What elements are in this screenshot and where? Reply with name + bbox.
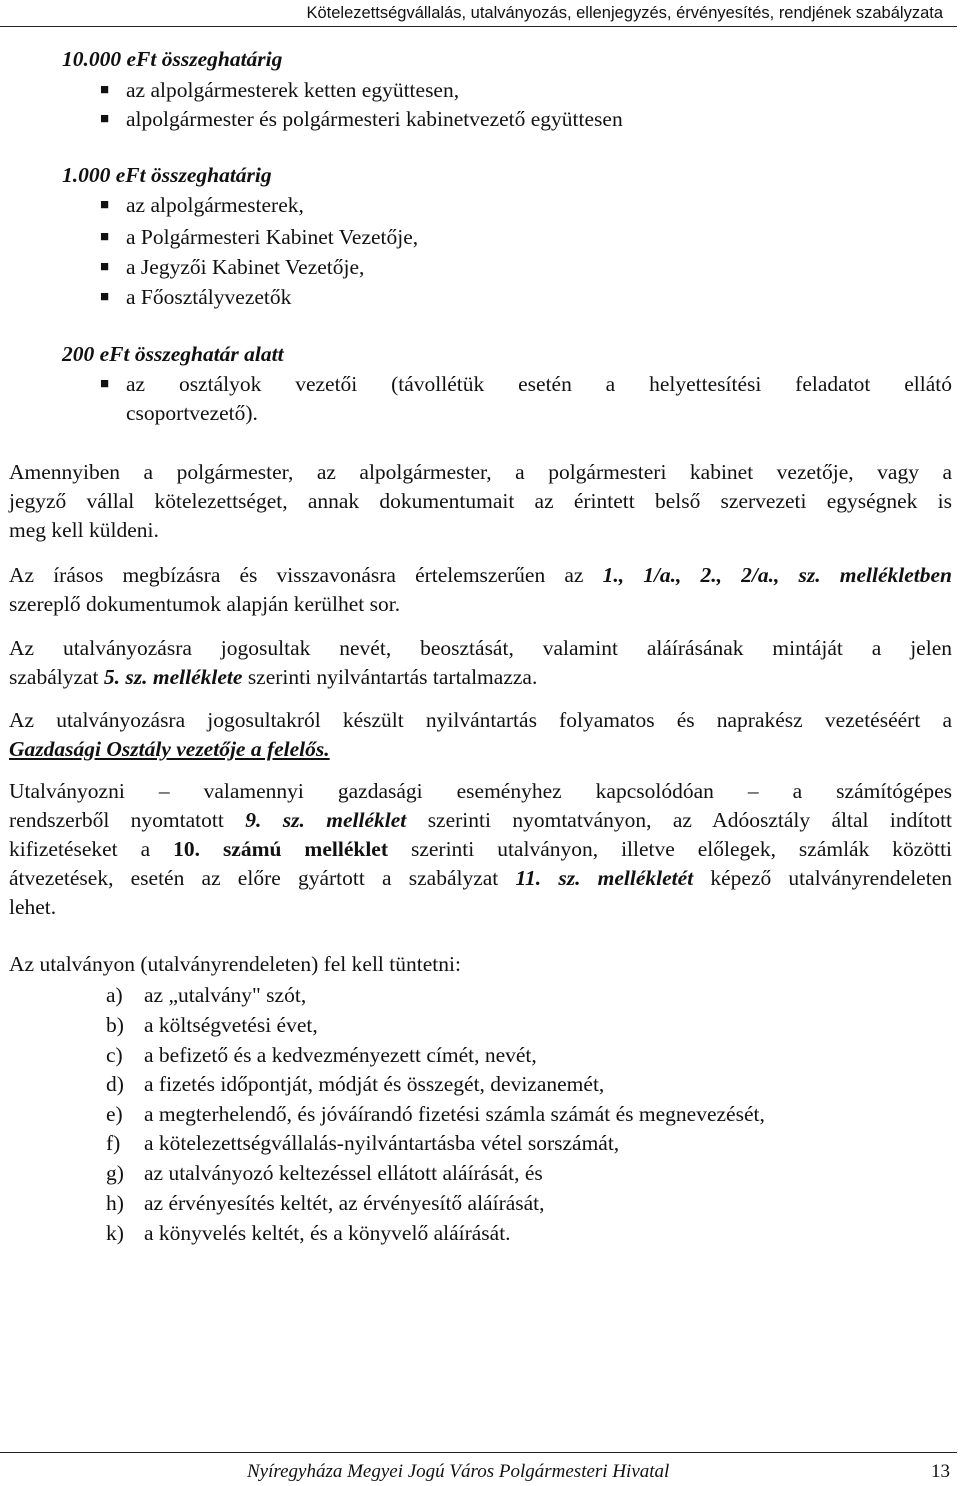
bullet-icon: ■ — [100, 82, 110, 98]
responsible-unit: Gazdasági Osztály vezetője a felelős. — [9, 737, 330, 761]
paragraph-megbizas: Az írásos megbízásra és visszavonásra értelemszerűen az 1., 1/a., 2., 2/a., sz. mellékletben szereplő dokumentumok alapján kerülhet sor. — [9, 563, 953, 616]
bullet-icon: ■ — [100, 111, 110, 127]
annex-reference: 9. sz. melléklet — [245, 808, 407, 832]
document-page: Kötelezettségvállalás, utalványozás, ellenjegyzés, érvényesítés, rendjének szabályzata 10.000 eFt összeghatárig ■ az alpolgármesterek ketten együttesen, ■ alpolgármester és polgármesteri kabinetvezető együttesen 1.000 eFt összeghatárig ■ az alpolgármesterek, ■ a Polgármesteri Kabinet Vezetője, ■ a Jegyzői Kabinet Vezetője, ■ a Főosztályvezetők 200 eFt összeghatár alatt ■ az osztályok vezetői (távollétük esetén a helyettesítési feladatot ellátó csoportvezető). Amennyiben a polgármester, az alpolgármester, a polgármesteri kabinet vezetője, vagy a jegyző vállal kötelezettséget, annak dokumentumait az érintett belső szervezeti egységnek is meg kell küldeni. Az írásos megbízásra és visszavonásra értelemszerűen az 1., 1/a., 2., 2/a., sz. mellékletben szereplő dokumentumok alapján kerülhet sor. Az utalványozásra jogosultak nevét, beosztását, valamint aláírásának mintáját a jelen szabályzat 5. sz. melléklete szerinti nyilvántartás tartalmazza. Az utalványozásra jogosultakról készült nyilvántartás folyamatos és naprakész vezetéséért a Gazdasági Osztály vezetője a felelős. Utalványozni – valamennyi gazdasági eseményhez kapcsolódóan – a számítógépes rendszerből nyomtatott 9. sz. melléklet szerinti nyomtatványon, az Adóosztály által indított kifizetéseket a 10. számú melléklet szerinti utalványon, illetve előlegek, számlák közötti átvezetések, esetén az előre gyártott a szabályzat 11. sz. mellékletét képező utalványrendeleten lehet. Az utalványon (utalványrendeleten) fel kell tüntetni: a) az „utalvány" szót, b) a költségvetési évet, c) a befizető és a kedvezményezett címét, nevét, d) a fizetés időpontját, módját és összegét, devizanemét, e) a megterhelendő, és jóváírandó fizetési számla számát és megnevezését, f) a kötelezettségvállalás-nyilvántartásba vétel sorszámát, g) az utalványozó keltezéssel ellátott aláírását, és h) az érvényesítés keltét, az érvényesítő aláírását, k) a könyvelés keltét, és a könyvelő aláírását. Nyíregyháza Megyei Jogú Város Polgármesteri Hivatal 13 — [0, 0, 960, 1484]
header-title: Kötelezettségvállalás, utalványozás, ellenjegyzés, érvényesítés, rendjének szabályzata — [306, 4, 943, 22]
paragraph-utalvanyozni: Utalványozni – valamennyi gazdasági eseményhez kapcsolódóan – a számítógépes rendszerből nyomtatott 9. sz. melléklet szerinti nyomtatványon, az Adóosztály által indított kifizetéseket a 10. számú melléklet szerinti utalványon, illetve előlegek, számlák közötti átvezetések, esetén az előre gyártott a szabályzat 11. sz. mellékletét képező utalványrendeleten lehet. — [9, 779, 953, 919]
annex-reference: 11. sz. mellékletét — [515, 866, 694, 890]
heading-200: 200 eFt összeghatár alatt — [62, 342, 284, 366]
annex-reference: 5. sz. melléklete — [103, 665, 243, 689]
footer-divider — [0, 1452, 957, 1453]
paragraph-utalvanyozas-jogosultak: Az utalványozásra jogosultak nevét, beosztását, valamint aláírásának mintáját a jelen szabályzat 5. sz. melléklete szerinti nyilvántartás tartalmazza. — [9, 636, 952, 689]
bullet-icon: ■ — [100, 259, 110, 275]
bullet-icon: ■ — [100, 376, 110, 392]
bullet-icon: ■ — [100, 289, 110, 305]
footer-institution: Nyíregyháza Megyei Jogú Város Polgármesteri Hivatal — [247, 1461, 670, 1482]
paragraph-kotelezettseg: Amennyiben a polgármester, az alpolgármester, a polgármesteri kabinet vezetője, vagy a jegyző vállal kötelezettséget, annak dokumentumait az érintett belső szervezeti egységnek is meg kell küldeni. — [9, 460, 952, 542]
paragraph-nyilvantartas: Az utalványozásra jogosultakról készült nyilvántartás folyamatos és naprakész vezetéséért a Gazdasági Osztály vezetője a felelős. — [9, 706, 952, 764]
annex-reference: 10. számú melléklet — [173, 837, 388, 861]
page-header — [0, 2, 957, 27]
bullet-icon: ■ — [100, 229, 110, 245]
heading-10000: 10.000 eFt összeghatárig — [62, 47, 283, 71]
list-intro: Az utalványon (utalványrendeleten) fel kell tüntetni: — [9, 952, 461, 976]
bullet-icon: ■ — [100, 197, 110, 213]
heading-1000: 1.000 eFt összeghatárig — [62, 163, 272, 187]
page-number: 13 — [931, 1461, 950, 1482]
annex-reference: 1., 1/a., 2., 2/a., sz. mellékletben — [602, 563, 953, 587]
